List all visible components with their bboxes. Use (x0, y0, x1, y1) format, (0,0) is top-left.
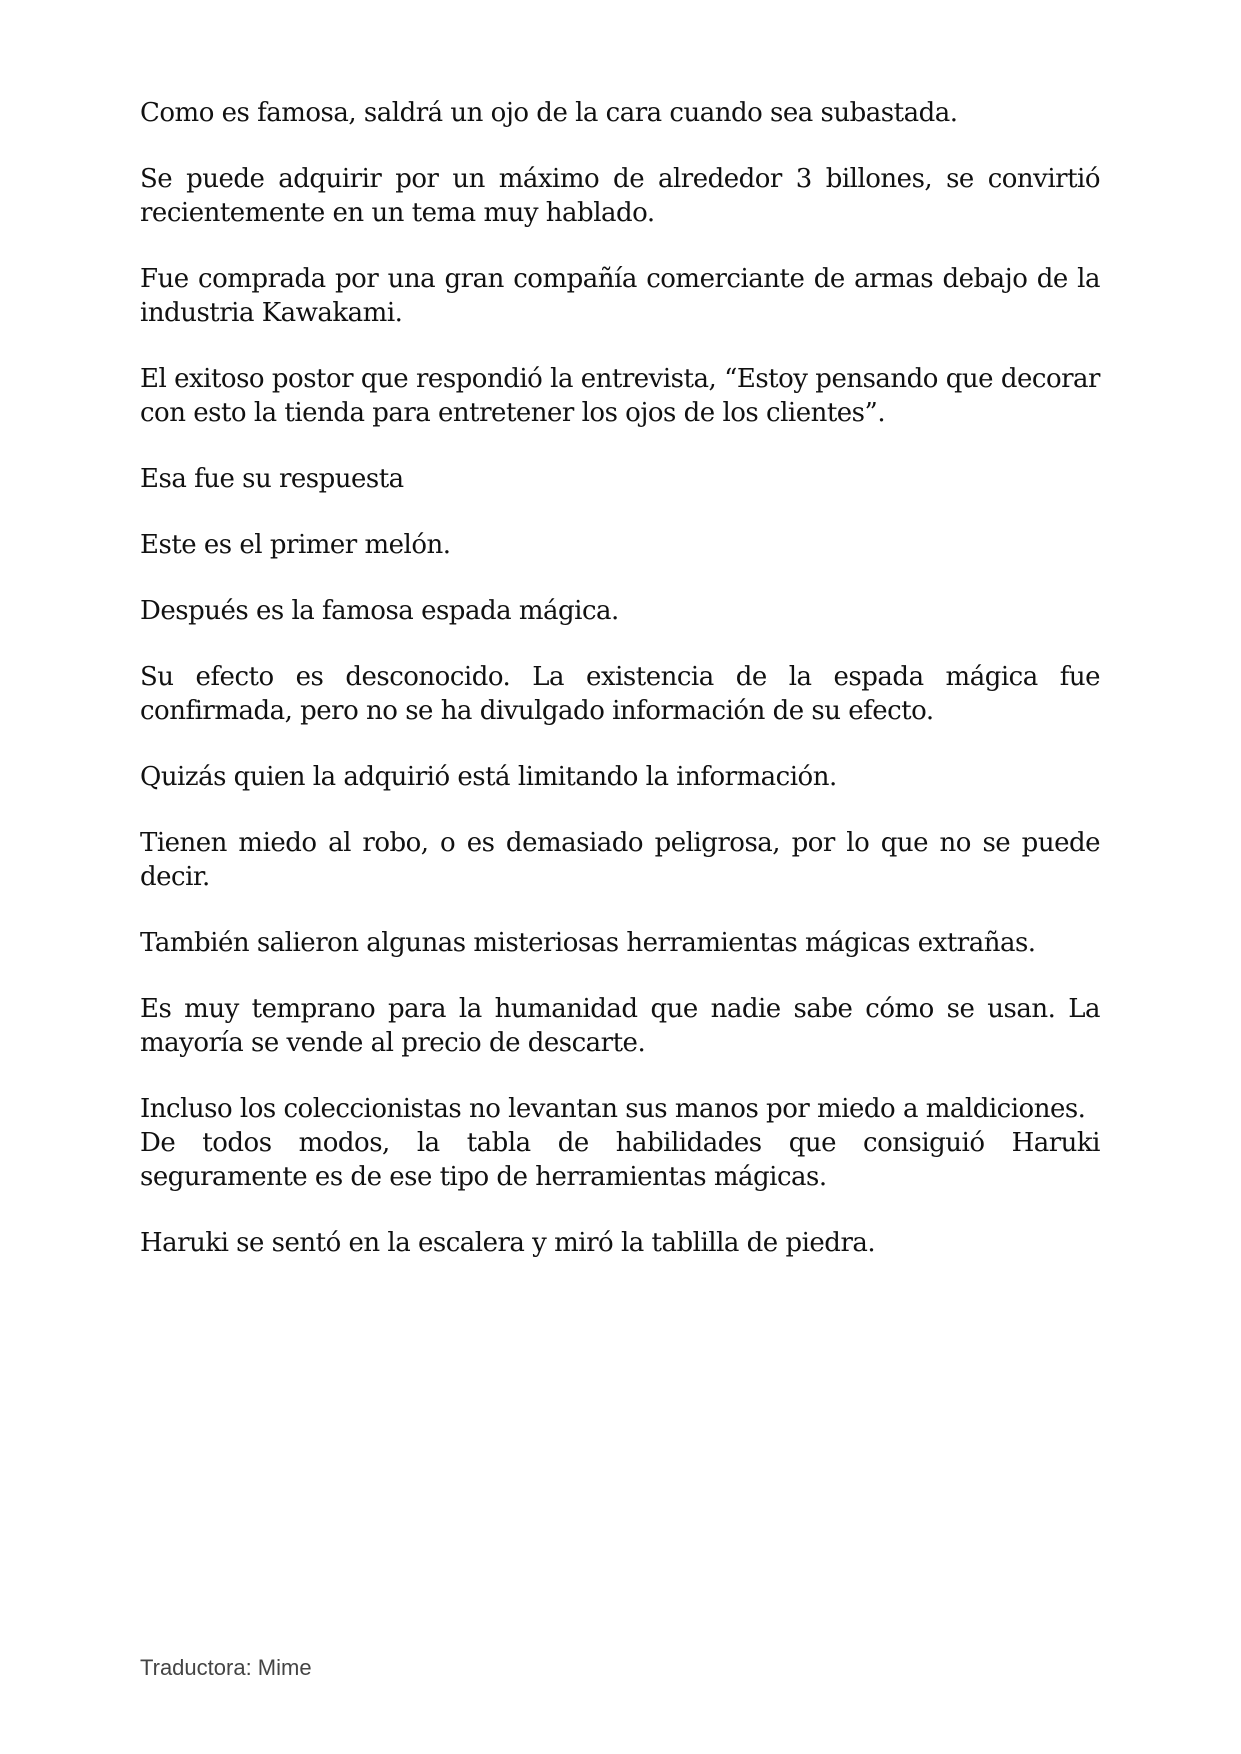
paragraph: Este es el primer melón. (140, 530, 451, 560)
paragraph: Incluso los coleccionistas no levantan sus manos por miedo a maldiciones. (140, 1094, 1086, 1124)
paragraph: Quizás quien la adquirió está limitando la información. (140, 762, 837, 792)
paragraph: Se puede adquirir por un máximo de alrededor 3 billones, se convirtió recientemente en un tema muy hablado. (140, 164, 1100, 228)
paragraph: De todos modos, la tabla de habilidades que consiguió Haruki seguramente es de ese tipo de herramientas mágicas. (140, 1128, 1100, 1192)
paragraph: Su efecto es desconocido. La existencia de la espada mágica fue confirmada, pero no se ha divulgado información de su efecto. (140, 662, 1100, 726)
document-body (140, 96, 1100, 1292)
paragraph: También salieron algunas misteriosas herramientas mágicas extrañas. (140, 928, 1036, 958)
paragraph: Es muy temprano para la humanidad que nadie sabe cómo se usan. La mayoría se vende al precio de descarte. (140, 994, 1100, 1058)
paragraph: Esa fue su respuesta (140, 464, 404, 494)
paragraph: Después es la famosa espada mágica. (140, 596, 619, 626)
paragraph: Como es famosa, saldrá un ojo de la cara cuando sea subastada. (140, 98, 958, 128)
translator-credit: Traductora: Mime (140, 1655, 312, 1680)
paragraph: El exitoso postor que respondió la entrevista, “Estoy pensando que decorar con esto la tienda para entretener los ojos de los clientes”. (140, 364, 1100, 428)
paragraph: Haruki se sentó en la escalera y miró la tablilla de piedra. (140, 1228, 876, 1258)
paragraph: Fue comprada por una gran compañía comerciante de armas debajo de la industria Kawakami. (140, 264, 1100, 328)
paragraph: Tienen miedo al robo, o es demasiado peligrosa, por lo que no se puede decir. (140, 828, 1100, 892)
